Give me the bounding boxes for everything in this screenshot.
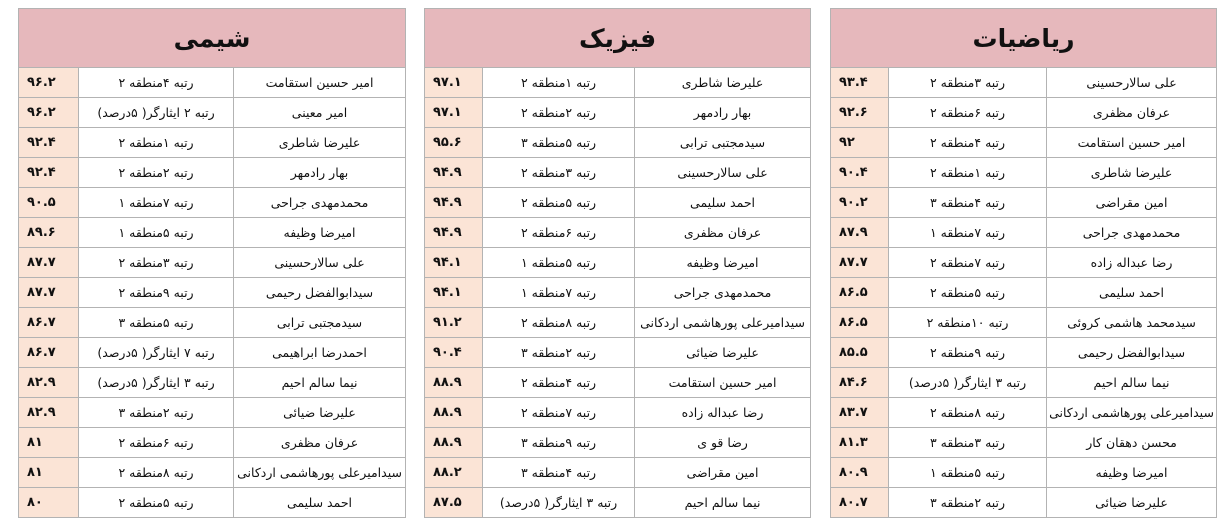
score-cell: ۸۸.۹ xyxy=(425,398,483,428)
rank-cell: رتبه ۲منطقه ۲ xyxy=(483,98,635,128)
rank-cell: رتبه ۲منطقه ۳ xyxy=(79,398,234,428)
table-row xyxy=(425,218,811,248)
student-name-cell: سیدابوالفضل رحیمی xyxy=(234,278,406,308)
table-row xyxy=(831,428,1217,458)
rank-cell: رتبه ۲ ایثارگر( ۵درصد) xyxy=(79,98,234,128)
rank-cell: رتبه ۱۰منطقه ۲ xyxy=(889,308,1047,338)
score-cell: ۸۰.۹ xyxy=(831,458,889,488)
table-row xyxy=(831,488,1217,518)
score-cell: ۸۱.۳ xyxy=(831,428,889,458)
score-cell: ۸۷.۵ xyxy=(425,488,483,518)
rank-cell: رتبه ۳منطقه ۲ xyxy=(889,68,1047,98)
table-row xyxy=(425,128,811,158)
table-row xyxy=(831,68,1217,98)
table-body-chemistry xyxy=(19,68,406,518)
rank-cell: رتبه ۳ ایثارگر( ۵درصد) xyxy=(79,368,234,398)
score-cell: ۸۹.۶ xyxy=(19,218,79,248)
table-row xyxy=(19,98,406,128)
rank-cell: رتبه ۶منطقه ۲ xyxy=(79,428,234,458)
table-row xyxy=(831,278,1217,308)
rank-cell: رتبه ۱منطقه ۲ xyxy=(889,158,1047,188)
table-row xyxy=(425,158,811,188)
score-cell: ۹۴.۱ xyxy=(425,278,483,308)
rank-cell: رتبه ۹منطقه ۳ xyxy=(483,428,635,458)
table-row xyxy=(425,488,811,518)
score-cell: ۸۴.۶ xyxy=(831,368,889,398)
student-name-cell: امیرضا وظیفه xyxy=(635,248,811,278)
score-cell: ۹۰.۵ xyxy=(19,188,79,218)
student-name-cell: سیدمجتبی ترابی xyxy=(234,308,406,338)
student-name-cell: علیرضا ضیائی xyxy=(635,338,811,368)
score-cell: ۸۱ xyxy=(19,428,79,458)
student-name-cell: نیما سالم احیم xyxy=(635,488,811,518)
table-row xyxy=(19,398,406,428)
table-row xyxy=(19,488,406,518)
rank-cell: رتبه ۲منطقه ۲ xyxy=(79,158,234,188)
score-cell: ۸۸.۹ xyxy=(425,428,483,458)
student-name-cell: رضا عبداله زاده xyxy=(635,398,811,428)
table-row xyxy=(425,278,811,308)
score-cell: ۹۰.۴ xyxy=(425,338,483,368)
student-name-cell: علی سالارحسینی xyxy=(234,248,406,278)
student-name-cell: سیدابوالفضل رحیمی xyxy=(1047,338,1217,368)
table-row xyxy=(831,368,1217,398)
score-cell: ۸۳.۷ xyxy=(831,398,889,428)
student-name-cell: علی سالارحسینی xyxy=(635,158,811,188)
table-row xyxy=(831,398,1217,428)
student-name-cell: امیرضا وظیفه xyxy=(234,218,406,248)
student-name-cell: عرفان مظفری xyxy=(234,428,406,458)
student-name-cell: احمد سلیمی xyxy=(635,188,811,218)
table-row xyxy=(831,158,1217,188)
student-name-cell: بهار رادمهر xyxy=(234,158,406,188)
rank-cell: رتبه ۴منطقه ۲ xyxy=(889,128,1047,158)
table-body-math xyxy=(831,68,1217,518)
table-title-physics: فیزیک xyxy=(425,9,811,68)
table-row xyxy=(425,368,811,398)
student-name-cell: امیر حسین استقامت xyxy=(234,68,406,98)
table-row xyxy=(831,338,1217,368)
table-row xyxy=(19,458,406,488)
score-cell: ۹۴.۱ xyxy=(425,248,483,278)
table-row xyxy=(19,248,406,278)
score-cell: ۹۷.۱ xyxy=(425,68,483,98)
score-cell: ۹۲.۶ xyxy=(831,98,889,128)
rank-cell: رتبه ۸منطقه ۲ xyxy=(483,308,635,338)
score-cell: ۹۴.۹ xyxy=(425,158,483,188)
rank-cell: رتبه ۵منطقه ۳ xyxy=(79,308,234,338)
rank-cell: رتبه ۷منطقه ۲ xyxy=(483,398,635,428)
score-cell: ۹۰.۲ xyxy=(831,188,889,218)
rank-cell: رتبه ۴منطقه ۲ xyxy=(79,68,234,98)
score-cell: ۸۵.۵ xyxy=(831,338,889,368)
score-cell: ۸۲.۹ xyxy=(19,398,79,428)
table-row xyxy=(425,398,811,428)
table-row xyxy=(19,128,406,158)
table-row xyxy=(19,218,406,248)
score-cell: ۹۳.۴ xyxy=(831,68,889,98)
score-cell: ۸۱ xyxy=(19,458,79,488)
score-cell: ۸۸.۲ xyxy=(425,458,483,488)
rank-cell: رتبه ۳ ایثارگر( ۵درصد) xyxy=(889,368,1047,398)
student-name-cell: احمدرضا ابراهیمی xyxy=(234,338,406,368)
table-title-math: ریاضیات xyxy=(831,9,1217,68)
score-cell: ۹۶.۲ xyxy=(19,98,79,128)
rank-cell: رتبه ۵منطقه ۳ xyxy=(483,128,635,158)
student-name-cell: احمد سلیمی xyxy=(234,488,406,518)
table-row xyxy=(831,98,1217,128)
score-cell: ۸۲.۹ xyxy=(19,368,79,398)
student-name-cell: نیما سالم احیم xyxy=(234,368,406,398)
student-name-cell: امیر حسین استقامت xyxy=(1047,128,1217,158)
student-name-cell: بهار رادمهر xyxy=(635,98,811,128)
student-name-cell: علیرضا شاطری xyxy=(1047,158,1217,188)
table-row xyxy=(425,68,811,98)
rank-cell: رتبه ۷منطقه ۱ xyxy=(889,218,1047,248)
rank-cell: رتبه ۸منطقه ۲ xyxy=(79,458,234,488)
score-cell: ۹۴.۹ xyxy=(425,218,483,248)
score-cell: ۹۴.۹ xyxy=(425,188,483,218)
score-cell: ۹۰.۴ xyxy=(831,158,889,188)
rank-cell: رتبه ۵منطقه ۱ xyxy=(79,218,234,248)
score-cell: ۹۶.۲ xyxy=(19,68,79,98)
table-row xyxy=(425,98,811,128)
student-name-cell: نیما سالم احیم xyxy=(1047,368,1217,398)
rank-cell: رتبه ۷منطقه ۱ xyxy=(79,188,234,218)
table-row xyxy=(425,338,811,368)
student-name-cell: علیرضا شاطری xyxy=(234,128,406,158)
score-cell: ۹۱.۲ xyxy=(425,308,483,338)
table-physics xyxy=(424,8,811,518)
table-row xyxy=(831,308,1217,338)
table-math xyxy=(830,8,1217,518)
table-title-chemistry: شیمی xyxy=(19,9,406,68)
table-body-physics xyxy=(425,68,811,518)
student-name-cell: علی سالارحسینی xyxy=(1047,68,1217,98)
student-name-cell: امین مقراضی xyxy=(1047,188,1217,218)
student-name-cell: امیرضا وظیفه xyxy=(1047,458,1217,488)
score-cell: ۸۰.۷ xyxy=(831,488,889,518)
student-name-cell: علیرضا شاطری xyxy=(635,68,811,98)
score-cell: ۸۶.۷ xyxy=(19,308,79,338)
rank-cell: رتبه ۵منطقه ۲ xyxy=(79,488,234,518)
score-cell: ۹۵.۶ xyxy=(425,128,483,158)
student-name-cell: رضا قو ی xyxy=(635,428,811,458)
table-row xyxy=(19,158,406,188)
student-name-cell: سیدامیرعلی پورهاشمی اردکانی xyxy=(1047,398,1217,428)
rank-cell: رتبه ۲منطقه ۳ xyxy=(889,488,1047,518)
score-cell: ۹۲ xyxy=(831,128,889,158)
rank-cell: رتبه ۴منطقه ۳ xyxy=(889,188,1047,218)
table-row xyxy=(19,428,406,458)
rank-cell: رتبه ۹منطقه ۲ xyxy=(79,278,234,308)
student-name-cell: امیر حسین استقامت xyxy=(635,368,811,398)
rank-cell: رتبه ۷منطقه ۲ xyxy=(889,248,1047,278)
table-row xyxy=(831,218,1217,248)
table-chemistry xyxy=(18,8,406,518)
student-name-cell: محمدمهدی جراحی xyxy=(1047,218,1217,248)
student-name-cell: امیر معینی xyxy=(234,98,406,128)
score-cell: ۹۲.۴ xyxy=(19,128,79,158)
rank-cell: رتبه ۱منطقه ۲ xyxy=(483,68,635,98)
student-name-cell: علیرضا ضیائی xyxy=(234,398,406,428)
table-row xyxy=(19,188,406,218)
table-row xyxy=(425,308,811,338)
student-name-cell: علیرضا ضیائی xyxy=(1047,488,1217,518)
rank-cell: رتبه ۱منطقه ۲ xyxy=(79,128,234,158)
rank-cell: رتبه ۵منطقه ۱ xyxy=(889,458,1047,488)
score-cell: ۸۷.۷ xyxy=(19,278,79,308)
table-row xyxy=(425,428,811,458)
score-cell: ۹۲.۴ xyxy=(19,158,79,188)
student-name-cell: امین مقراضی xyxy=(635,458,811,488)
student-name-cell: احمد سلیمی xyxy=(1047,278,1217,308)
student-name-cell: محسن دهقان کار xyxy=(1047,428,1217,458)
table-row xyxy=(19,338,406,368)
rank-cell: رتبه ۹منطقه ۲ xyxy=(889,338,1047,368)
rank-cell: رتبه ۳منطقه ۲ xyxy=(79,248,234,278)
table-row xyxy=(19,368,406,398)
student-name-cell: محمدمهدی جراحی xyxy=(635,278,811,308)
rank-cell: رتبه ۷ ایثارگر( ۵درصد) xyxy=(79,338,234,368)
score-cell: ۹۷.۱ xyxy=(425,98,483,128)
rank-cell: رتبه ۳منطقه ۲ xyxy=(483,158,635,188)
rank-cell: رتبه ۵منطقه ۱ xyxy=(483,248,635,278)
score-cell: ۸۰ xyxy=(19,488,79,518)
student-name-cell: سیدمجتبی ترابی xyxy=(635,128,811,158)
rank-cell: رتبه ۴منطقه ۲ xyxy=(483,368,635,398)
rank-cell: رتبه ۵منطقه ۲ xyxy=(483,188,635,218)
score-cell: ۸۸.۹ xyxy=(425,368,483,398)
rank-cell: رتبه ۸منطقه ۲ xyxy=(889,398,1047,428)
table-row xyxy=(425,248,811,278)
rank-cell: رتبه ۵منطقه ۲ xyxy=(889,278,1047,308)
rank-cell: رتبه ۳ ایثارگر( ۵درصد) xyxy=(483,488,635,518)
student-name-cell: محمدمهدی جراحی xyxy=(234,188,406,218)
student-name-cell: عرفان مظفری xyxy=(635,218,811,248)
score-cell: ۸۶.۵ xyxy=(831,278,889,308)
score-cell: ۸۷.۷ xyxy=(831,248,889,278)
student-name-cell: رضا عبداله زاده xyxy=(1047,248,1217,278)
student-name-cell: سیدمحمد هاشمی کروئی xyxy=(1047,308,1217,338)
rank-cell: رتبه ۷منطقه ۱ xyxy=(483,278,635,308)
score-cell: ۸۷.۷ xyxy=(19,248,79,278)
table-row xyxy=(19,308,406,338)
student-name-cell: سیدامیرعلی پورهاشمی اردکانی xyxy=(234,458,406,488)
table-row xyxy=(425,458,811,488)
table-row xyxy=(831,458,1217,488)
score-cell: ۸۶.۵ xyxy=(831,308,889,338)
table-row xyxy=(19,68,406,98)
rank-cell: رتبه ۲منطقه ۳ xyxy=(483,338,635,368)
table-row xyxy=(831,128,1217,158)
rank-cell: رتبه ۶منطقه ۲ xyxy=(889,98,1047,128)
student-name-cell: عرفان مظفری xyxy=(1047,98,1217,128)
table-row xyxy=(831,188,1217,218)
table-row xyxy=(19,278,406,308)
table-row xyxy=(831,248,1217,278)
score-cell: ۸۶.۷ xyxy=(19,338,79,368)
score-cell: ۸۷.۹ xyxy=(831,218,889,248)
rank-cell: رتبه ۳منطقه ۳ xyxy=(889,428,1047,458)
rank-cell: رتبه ۶منطقه ۲ xyxy=(483,218,635,248)
student-name-cell: سیدامیرعلی پورهاشمی اردکانی xyxy=(635,308,811,338)
table-row xyxy=(425,188,811,218)
rank-cell: رتبه ۴منطقه ۳ xyxy=(483,458,635,488)
